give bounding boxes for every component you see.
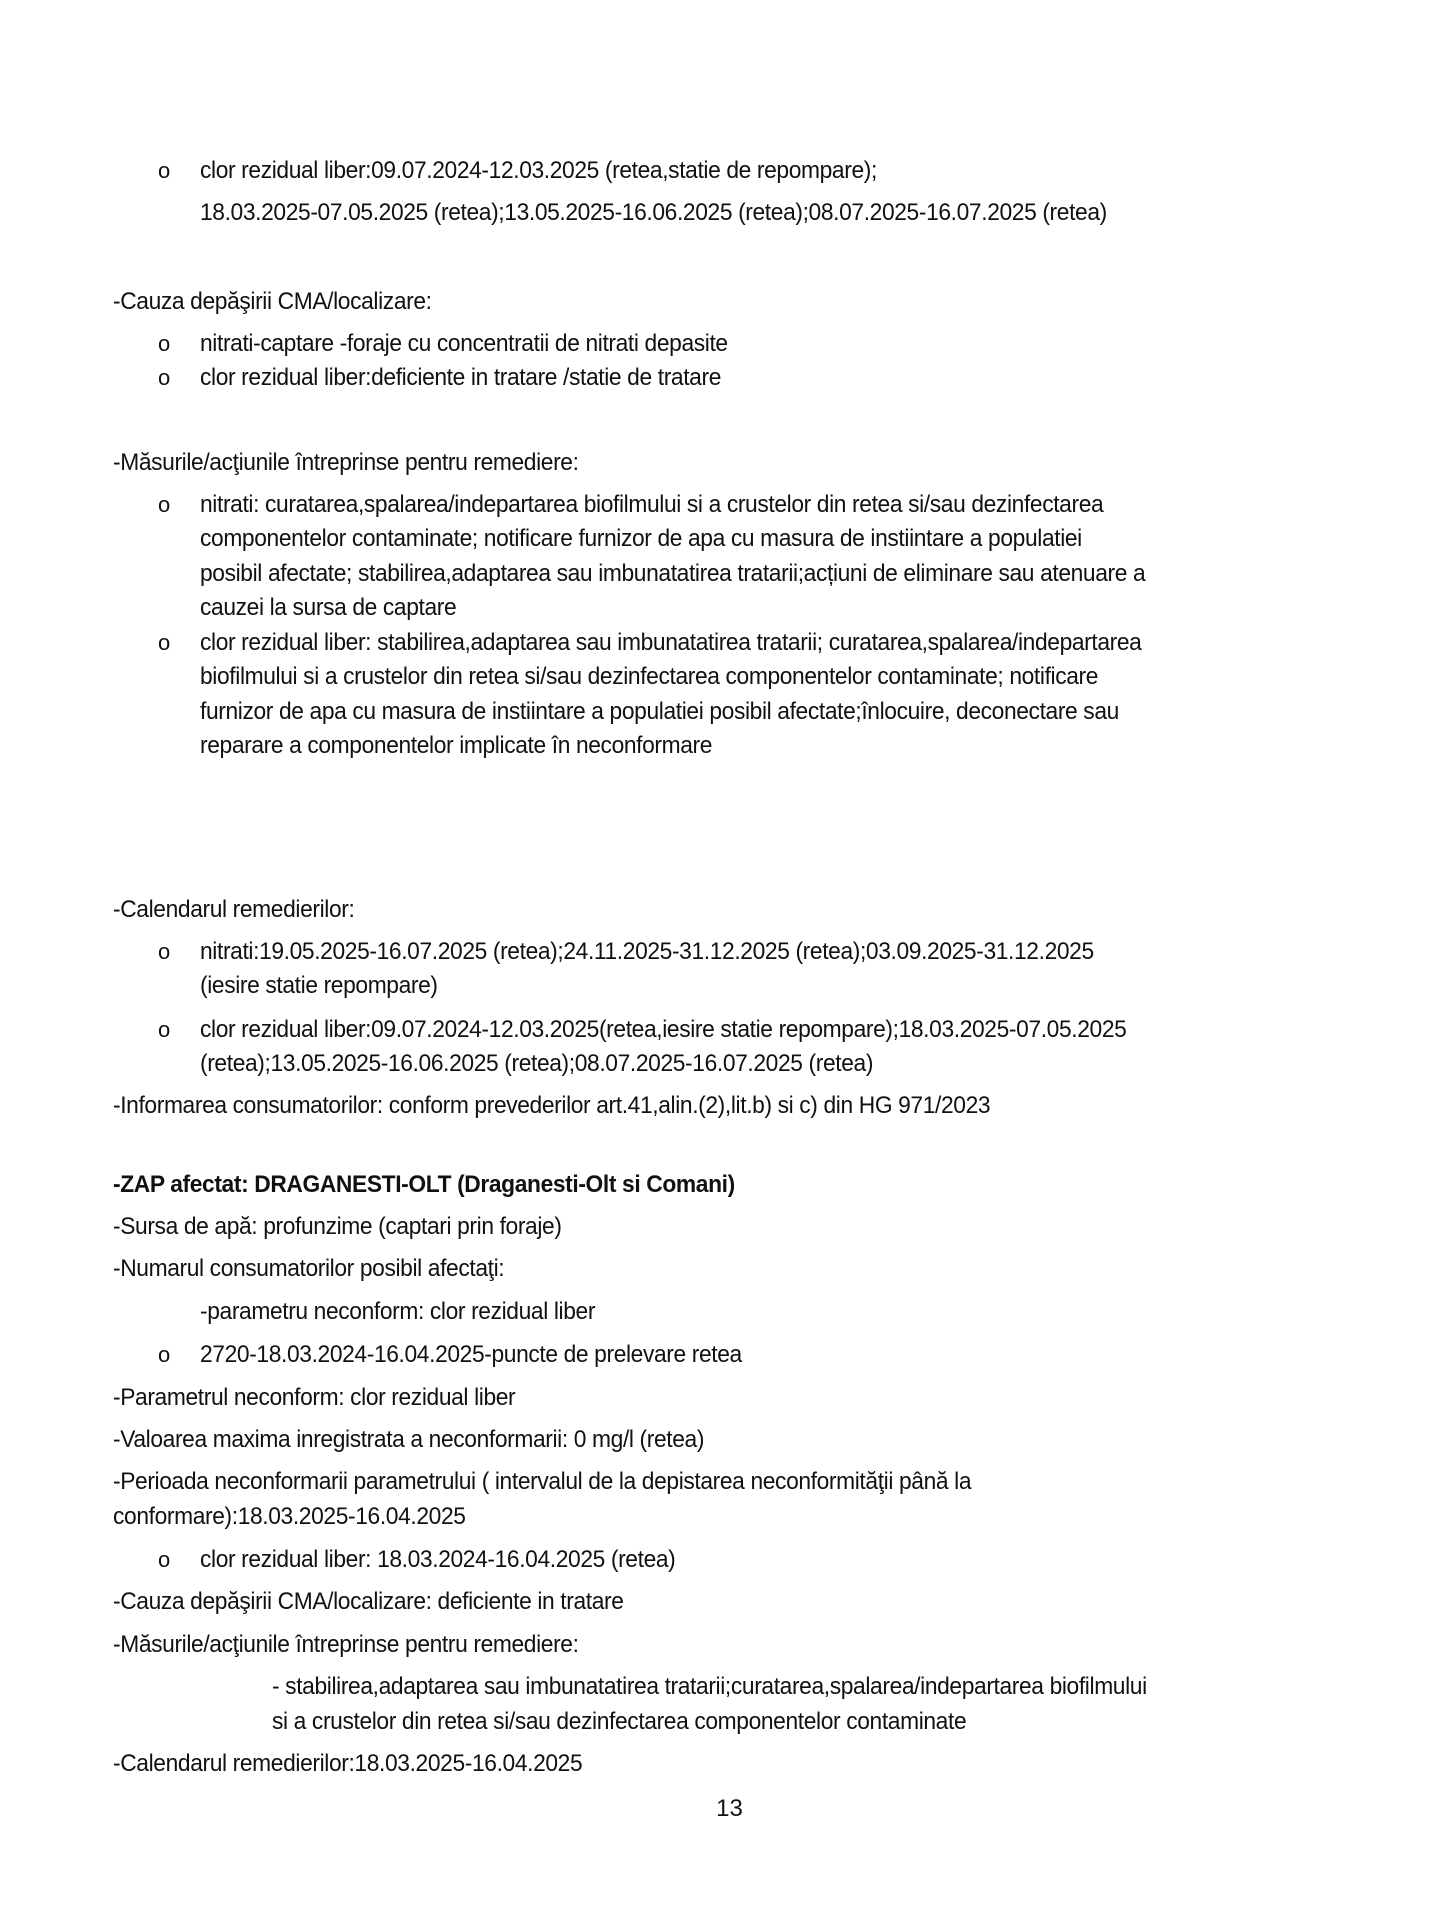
nonconform-param: -Parametrul neconform: clor rezidual liber	[113, 1384, 516, 1411]
measure-line: reparare a componentelor implicate în neconformare	[200, 732, 713, 759]
list-bullet: o	[158, 331, 171, 356]
measure-line: nitrati: curatarea,spalarea/indepartarea biofilmului si a crustelor din retea si/sau dezinfectarea	[200, 491, 1104, 518]
list-bullet: o	[158, 1342, 171, 1367]
list-bullet: o	[158, 492, 171, 517]
measures-line: - stabilirea,adaptarea sau imbunatatirea tratarii;curatarea,spalarea/indepartarea biofilmului	[272, 1673, 1147, 1700]
calendar-line: (iesire statie repompare)	[200, 972, 438, 999]
measures-heading: -Măsurile/acţiunile întreprinse pentru remediere:	[113, 1631, 579, 1658]
max-value: -Valoarea maxima inregistrata a neconformarii: 0 mg/l (retea)	[113, 1426, 705, 1453]
list-bullet: o	[158, 939, 171, 964]
calendar-heading: -Calendarul remedierilor:	[113, 896, 355, 923]
calendar-line: (retea);13.05.2025-16.06.2025 (retea);08.07.2025-16.07.2025 (retea)	[200, 1050, 874, 1077]
water-source: -Sursa de apă: profunzime (captari prin foraje)	[113, 1213, 562, 1240]
consumers-heading: -Numarul consumatorilor posibil afectaţi:	[113, 1255, 505, 1282]
calendar-line: clor rezidual liber:09.07.2024-12.03.2025(retea,iesire statie repompare);18.03.2025-07.05.2025	[200, 1016, 1127, 1043]
measure-line: componentelor contaminate; notificare furnizor de apa cu masura de instiintare a populatiei	[200, 525, 1082, 552]
list-bullet: o	[158, 630, 171, 655]
calendar-line: nitrati:19.05.2025-16.07.2025 (retea);24.11.2025-31.12.2025 (retea);03.09.2025-31.12.2025	[200, 938, 1094, 965]
list-bullet: o	[158, 365, 171, 390]
period-bullet-line2: 18.03.2025-07.05.2025 (retea);13.05.2025-16.06.2025 (retea);08.07.2025-16.07.2025 (retea)	[200, 199, 1107, 226]
consumer-info: -Informarea consumatorilor: conform prevederilor art.41,alin.(2),lit.b) si c) din HG 971/2023	[113, 1092, 991, 1119]
period-line2: conformare):18.03.2025-16.04.2025	[113, 1503, 466, 1530]
list-bullet: o	[158, 158, 171, 183]
consumers-bullet: 2720-18.03.2024-16.04.2025-puncte de prelevare retea	[200, 1341, 742, 1368]
measure-line: furnizor de apa cu masura de instiintare a populatiei posibil afectate;înlocuire, deconectare sau	[200, 698, 1119, 725]
measure-line: posibil afectate; stabilirea,adaptarea sau imbunatatirea tratarii;acțiuni de eliminare sau atenuare a	[200, 560, 1146, 587]
measures-line: si a crustelor din retea si/sau dezinfectarea componentelor contaminate	[272, 1708, 967, 1735]
period-line1: -Perioada neconformarii parametrului ( intervalul de la depistarea neconformităţii până la	[113, 1468, 972, 1495]
measure-line: cauzei la sursa de captare	[200, 594, 457, 621]
zap-heading: -ZAP afectat: DRAGANESTI-OLT (Draganesti-Olt si Comani)	[113, 1171, 735, 1198]
cause: -Cauza depăşirii CMA/localizare: deficiente in tratare	[113, 1588, 624, 1615]
measures-heading: -Măsurile/acţiunile întreprinse pentru remediere:	[113, 449, 579, 476]
cause-item: clor rezidual liber:deficiente in tratare /statie de tratare	[200, 364, 722, 391]
measure-line: clor rezidual liber: stabilirea,adaptarea sau imbunatatirea tratarii; curatarea,spalarea/indepartarea	[200, 629, 1142, 656]
list-bullet: o	[158, 1017, 171, 1042]
consumers-param: -parametru neconform: clor rezidual liber	[200, 1298, 596, 1325]
measure-line: biofilmului si a crustelor din retea si/sau dezinfectarea componentelor contaminate; notificare	[200, 663, 1099, 690]
period-bullet: clor rezidual liber: 18.03.2024-16.04.2025 (retea)	[200, 1546, 676, 1573]
list-bullet: o	[158, 1547, 171, 1572]
calendar: -Calendarul remedierilor:18.03.2025-16.04.2025	[113, 1750, 583, 1777]
period-bullet-line1: clor rezidual liber:09.07.2024-12.03.2025 (retea,statie de repompare);	[200, 157, 877, 184]
cause-item: nitrati-captare -foraje cu concentratii de nitrati depasite	[200, 330, 728, 357]
page-number: 13	[716, 1795, 743, 1822]
cause-heading: -Cauza depăşirii CMA/localizare:	[113, 288, 432, 315]
